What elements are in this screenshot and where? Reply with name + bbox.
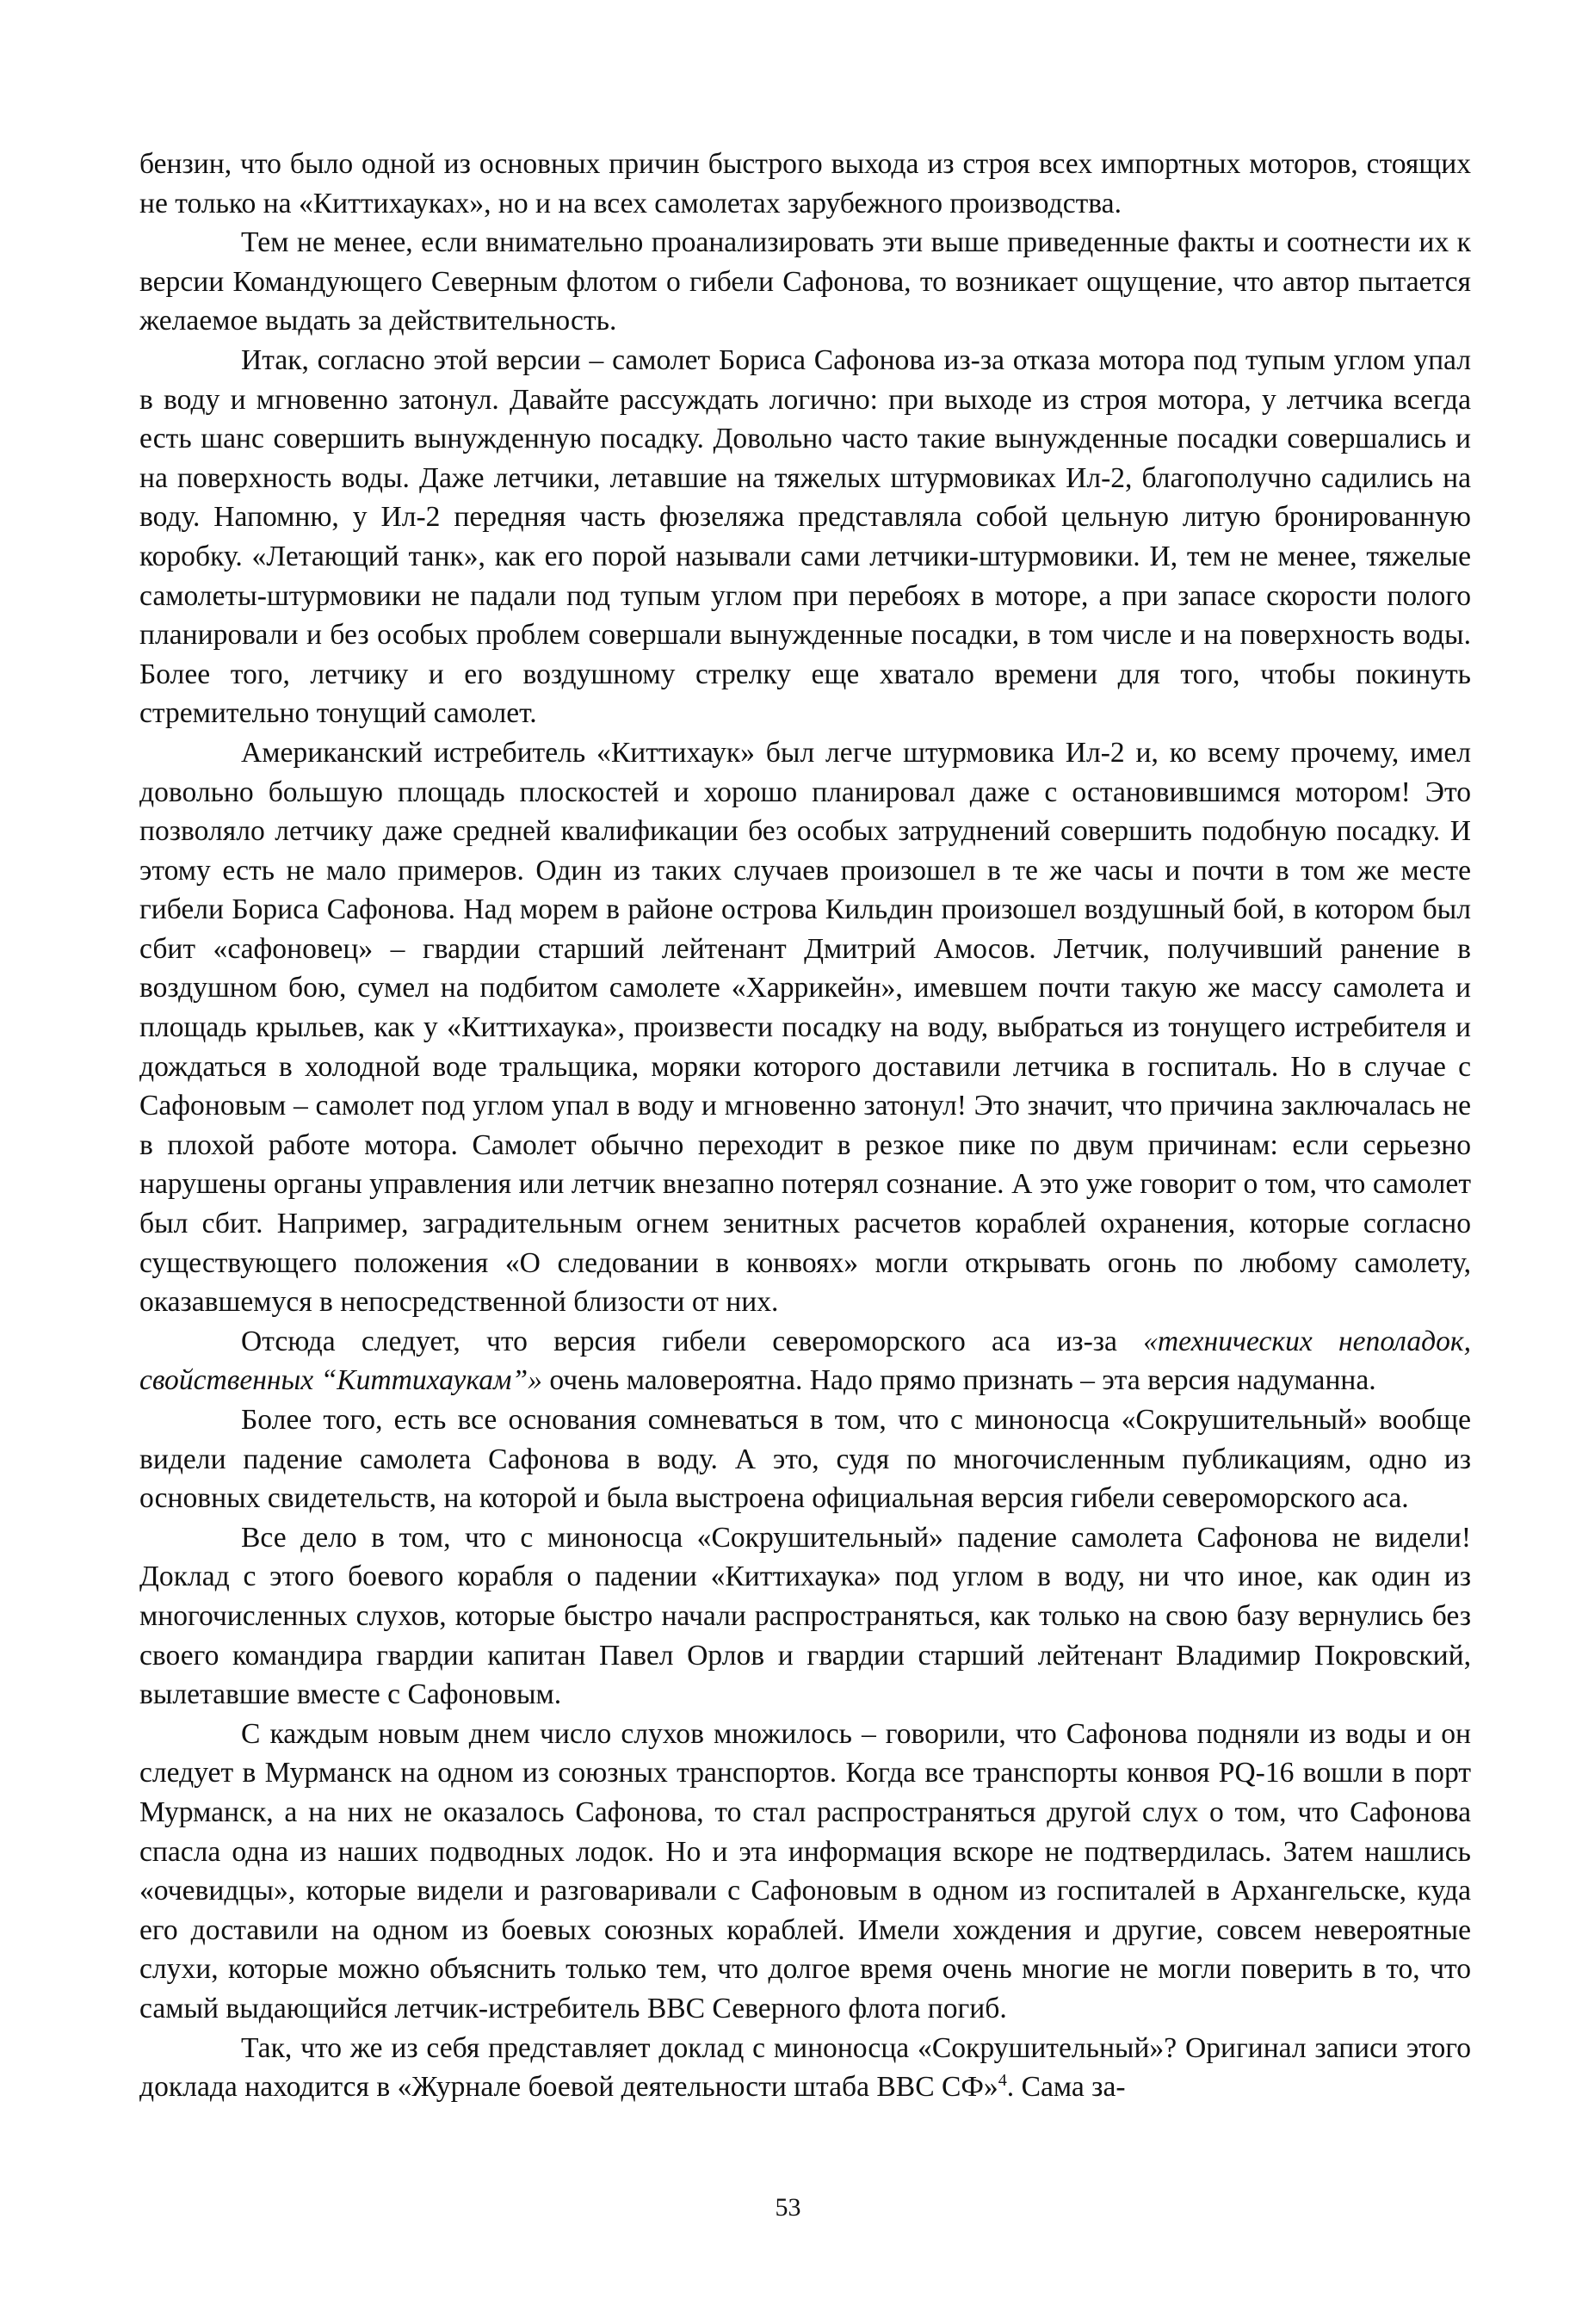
footnote-marker: 4 [998,2070,1007,2090]
paragraph-6: Более того, есть все основания сомневаться в том, что с миноносца «Сокрушительный» вообще видели падение самолета Сафонова в воду. А это, судя по многочисленным публикациям, одно из основных свидетельств, на которой и была выстроена официальная версия гибели североморского аса. [139,1404,1471,1515]
paragraph-7: Все дело в том, что с миноносца «Сокрушительный» падение самолета Сафонова не видели! Доклад с этого боевого корабля о падении «Киттихаука» под углом в воду, ни что иное, как один из многочисленных слухов, которые быстро начали распространяться, как только на свою базу вернулись без своего командира гвардии капитан Павел Орлов и гвардии старший лейтенант Владимир Покровский, вылетавшие вместе с Сафоновым. [139,1521,1471,1711]
paragraph-1: бензин, что было одной из основных причин быстрого выхода из строя всех импортных моторов, стоящих не только на «Киттихауках», но и на всех самолетах зарубежного производства. [139,148,1471,219]
paragraph-9-text-before: Так, что же из себя представляет доклад с миноносца «Сокрушительный»? Оригинал записи этого доклада находится в «Журнале боевой деятельности штаба ВВС СФ» [139,2031,1471,2104]
paragraph-8: С каждым новым днем число слухов множилось – говорили, что Сафонова подняли из воды и он следует в Мурманск на одном из союзных транспортов. Когда все транспорты конвоя PQ-16 вошли в порт Мурманск, а на них не оказалось Сафонова, то стал распространяться другой слух о том, что Сафонова спасла одна из наших подводных лодок. Но и эта информация вскоре не подтвердилась. Затем нашлись «очевидцы», которые видели и разговаривали с Сафоновым в одном из госпиталей в Архангельске, куда его доставили на одном из боевых союзных кораблей. Имели хождения и другие, совсем невероятные слухи, которые можно объяснить только тем, что долгое время очень многие не могли поверить в то, что самый выдающийся летчик-истребитель ВВС Северного флота погиб. [139,1717,1471,2024]
page-body [139,145,1471,2107]
page-number: 53 [775,2193,801,2222]
paragraph-5-text-after: очень маловероятна. Надо прямо признать – эта версия надуманна. [541,1364,1376,1397]
paragraph-4: Американский истребитель «Киттихаук» был легче штурмовика Ил-2 и, ко всему прочему, имел довольно большую площадь плоскостей и хорошо планировал даже с остановившимся мотором! Это позволяло летчику даже средней квалификации без особых затруднений совершить подобную посадку. И этому есть не мало примеров. Один из таких случаев произошел в те же часы и почти в том же месте гибели Бориса Сафонова. Над морем в районе острова Кильдин произошел воздушный бой, в котором был сбит «сафоновец» – гвардии старший лейтенант Дмитрий Амосов. Летчик, получивший ранение в воздушном бою, сумел на подбитом самолете «Харрикейн», имевшем почти такую же массу самолета и площадь крыльев, как у «Киттихаука», произвести посадку на воду, выбраться из тонущего истребителя и дождаться в холодной воде тральщика, моряки которого доставили летчика в госпиталь. Но в случае с Сафоновым – самолет под углом упал в воду и мгновенно затонул! Это значит, что причина заключалась не в плохой работе мотора. Самолет обычно переходит в резкое пике по двум причинам: если серьезно нарушены органы управления или летчик внезапно потерял сознание. А это уже говорит о том, что самолет был сбит. Например, заградительным огнем зенитных расчетов кораблей охранения, которые согласно существующего положения «О следовании в конвоях» могли открывать огонь по любому самолету, оказавшемуся в непосредственной близости от них. [139,736,1471,1319]
paragraph-3: Итак, согласно этой версии – самолет Бориса Сафонова из-за отказа мотора под тупым углом упал в воду и мгновенно затонул. Давайте рассуждать логично: при выходе из строя мотора, у летчика всегда есть шанс совершить вынужденную посадку. Довольно часто такие вынужденные посадки совершались и на поверхность воды. Даже летчики, летавшие на тяжелых штурмовиках Ил-2, благополучно садились на воду. Напомню, у Ил-2 передняя часть фюзеляжа представляла собой цельную литую бронированную коробку. «Летающий танк», как его порой называли сами летчики-штурмовики. И, тем не менее, тяжелые самолеты-штурмовики не падали под тупым углом при перебоях в моторе, а при запасе скорости полого планировали и без особых проблем совершали вынужденные посадки, в том числе и на поверхность воды. Более того, летчику и его воздушному стрелку еще хватало времени для того, чтобы покинуть стремительно тонущий самолет. [139,343,1471,730]
paragraph-2: Тем не менее, если внимательно проанализировать эти выше приведенные факты и соотнести их к версии Командующего Северным флотом о гибели Сафонова, то возникает ощущение, что автор пытается желаемое выдать за действительность. [139,226,1471,337]
paragraph-5-quote-italic: «технических неполадок, свойственных “Киттихаукам”» [139,1325,1472,1397]
paragraph-9-text-after: . Сама за- [1006,2071,1126,2104]
paragraph-5 [139,1322,1471,1400]
paragraph-9 [139,2029,1471,2107]
paragraph-5-text-before: Отсюда следует, что версия гибели североморского аса из-за [241,1325,1144,1357]
